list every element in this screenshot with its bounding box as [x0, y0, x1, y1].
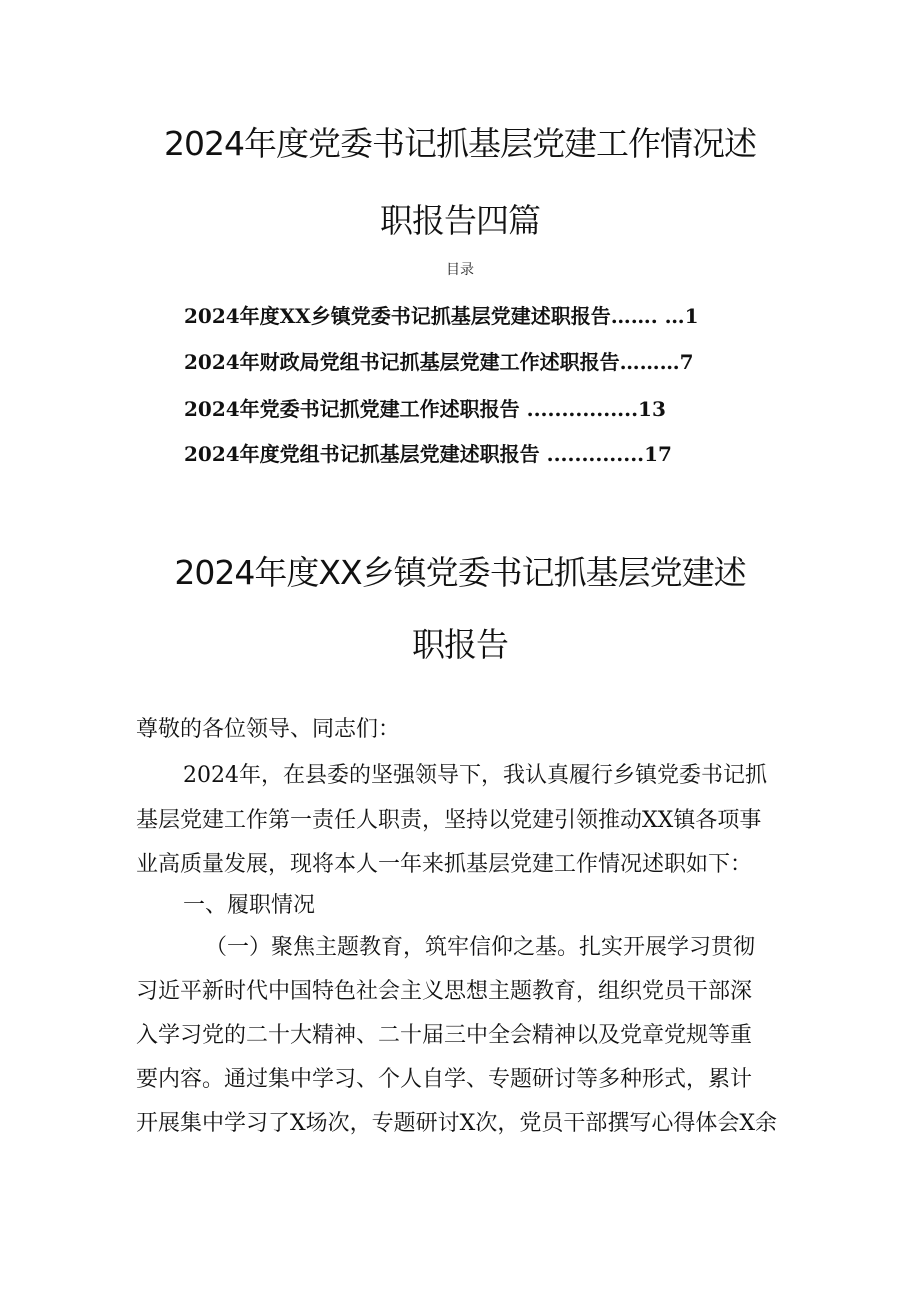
paragraph-line: 入学习党的二十大精神、二十届三中全会精神以及党章党规等重 — [136, 1023, 753, 1048]
toc-entry-title: 2024年度XX乡镇党委书记抓基层党建述职报告 — [184, 304, 611, 328]
toc-heading: 目录 — [446, 262, 474, 278]
intro-line: 业高质量发展，现将本人一年来抓基层党建工作情况述职如下： — [136, 852, 753, 877]
section-heading: 一、履职情况 — [183, 893, 316, 918]
toc-entry-leader: ……… — [619, 350, 680, 374]
toc-entry-page: 7 — [679, 350, 694, 374]
toc-entry[interactable] — [184, 393, 774, 423]
toc-entry-page: 1 — [684, 304, 699, 328]
document-title-line-1: 2024年度党委书记抓基层党建工作情况述 — [164, 124, 756, 163]
toc-entry-title: 2024年党委书记抓党建工作述职报告 — [184, 397, 520, 421]
intro-line: 基层党建工作第一责任人职责，坚持以党建引领推动XX镇各项事 — [136, 808, 762, 833]
paragraph-line: 开展集中学习了X场次，专题研讨X次，党员干部撰写心得体会X余 — [136, 1111, 777, 1136]
toc-entry[interactable] — [184, 438, 774, 468]
intro-line: 2024年，在县委的坚强领导下，我认真履行乡镇党委书记抓 — [183, 763, 767, 788]
toc-entry[interactable] — [184, 346, 774, 376]
paragraph-line: 要内容。通过集中学习、个人自学、专题研讨等多种形式，累计 — [136, 1067, 753, 1092]
paragraph-line: 习近平新时代中国特色社会主义思想主题教育，组织党员干部深 — [136, 979, 753, 1004]
toc-entry-leader: ……. … — [610, 304, 685, 328]
document-title-line-2: 职报告四篇 — [380, 201, 540, 240]
toc-entry[interactable] — [184, 300, 774, 330]
toc-entry-page: 17 — [644, 442, 672, 466]
toc-entry-page: 13 — [638, 397, 666, 421]
article-title-line-2: 职报告 — [412, 625, 508, 664]
paragraph-line: （一）聚焦主题教育，筑牢信仰之基。扎实开展学习贯彻 — [205, 935, 756, 960]
toc-entry-leader: ................ — [519, 397, 639, 421]
greeting: 尊敬的各位领导、同志们： — [136, 717, 401, 742]
toc-entry-leader: .............. — [539, 442, 645, 466]
article-title-line-1: 2024年度XX乡镇党委书记抓基层党建述 — [174, 553, 746, 592]
toc-entry-title: 2024年财政局党组书记抓基层党建工作述职报告 — [184, 350, 620, 374]
toc-entry-title: 2024年度党组书记抓基层党建述职报告 — [184, 442, 540, 466]
